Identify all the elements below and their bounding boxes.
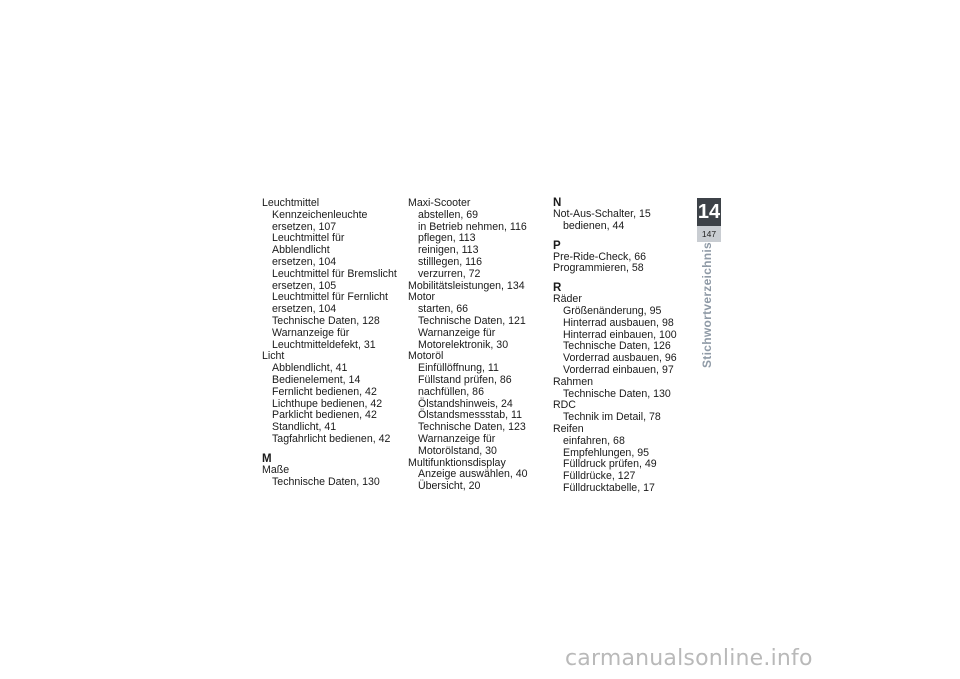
index-subentry: Leuchtmittel für Abblendlicht — [272, 232, 345, 257]
index-term: Maxi-Scooter — [408, 197, 471, 209]
index-subentry: Hinterrad ausbauen, 98 — [563, 316, 674, 329]
watermark: carmanualsonline.info — [565, 646, 813, 671]
chapter-number: 14 — [697, 198, 721, 226]
index-subentry: Technische Daten, 126 — [563, 340, 671, 353]
index-subentry: Technische Daten, 123 — [418, 421, 526, 434]
index-subentry: Technische Daten, 130 — [563, 387, 671, 400]
index-column-3 — [553, 198, 693, 495]
chapter-tab — [697, 198, 721, 244]
index-column-2 — [408, 198, 548, 493]
index-subentry: Fülldrucktabelle, 17 — [563, 481, 655, 494]
index-term: Multifunktionsdisplay — [408, 456, 506, 469]
index-subentry: Füllstand prüfen, 86 — [418, 373, 512, 386]
index-subentry: Kennzeichenleuchte — [272, 208, 368, 221]
index-subentry: Warnanzeige für — [418, 432, 496, 445]
section-letter: N — [553, 197, 562, 209]
index-term: Räder — [553, 293, 582, 306]
index-subentry: Bedienelement, 14 — [272, 373, 361, 386]
index-term: Programmieren, 58 — [553, 262, 644, 275]
index-subentry: Übersicht, 20 — [418, 480, 481, 493]
index-subentry: Warnanzeige für — [418, 326, 496, 339]
index-subentry: Leuchtmitteldefekt, 31 — [272, 338, 376, 351]
index-subentry: Fülldrücke, 127 — [563, 470, 636, 483]
index-subentry: Fernlicht bedienen, 42 — [272, 385, 377, 398]
index-subentry: Leuchtmittel für Bremslicht — [272, 267, 397, 280]
index-subentry: Leuchtmittel für Fernlicht — [272, 291, 388, 304]
page-number: 147 — [697, 226, 721, 242]
index-subentry: Motorelektronik, 30 — [418, 338, 509, 351]
index-subentry: Vorderrad ausbauen, 96 — [563, 352, 677, 365]
index-subentry: Motorölstand, 30 — [418, 444, 497, 457]
index-term: Motor — [408, 291, 436, 304]
index-subentry: Einfüllöffnung, 11 — [418, 362, 499, 375]
index-subentry: reinigen, 113 — [418, 244, 479, 257]
index-subentry: Abblendlicht, 41 — [272, 362, 348, 375]
index-subentry: Parklicht bedienen, 42 — [272, 409, 377, 422]
index-subentry: nachfüllen, 86 — [418, 385, 484, 398]
index-subentry: Technische Daten, 121 — [418, 314, 526, 327]
chapter-title: Stichwortverzeichnis — [700, 241, 714, 368]
index-term: Licht — [262, 350, 285, 363]
index-subentry: Technische Daten, 128 — [272, 314, 380, 327]
index-subentry: Lichthupe bedienen, 42 — [272, 397, 383, 410]
index-term: Reifen — [553, 422, 584, 435]
index-column-1 — [262, 198, 402, 488]
section-letter: P — [553, 239, 561, 252]
index-subentry: pflegen, 113 — [418, 232, 476, 245]
index-subentry: ersetzen, 104 — [272, 255, 337, 268]
index-subentry: Tagfahrlicht bedienen, 42 — [272, 432, 391, 445]
index-term: Mobilitätsleistungen, 134 — [408, 279, 525, 292]
section-letter: M — [262, 452, 272, 465]
index-subentry: ersetzen, 104 — [272, 303, 337, 316]
index-term: Leuchtmittel — [262, 197, 320, 209]
index-subentry: Anzeige auswählen, 40 — [418, 468, 528, 481]
index-subentry: Ölstandsmessstab, 11 — [418, 409, 523, 422]
index-term: Maße — [262, 463, 290, 476]
index-subentry: starten, 66 — [418, 303, 469, 316]
index-subentry: abstellen, 69 — [418, 208, 479, 221]
index-subentry: Hinterrad einbauen, 100 — [563, 328, 677, 341]
index-subentry: Größenänderung, 95 — [563, 304, 662, 317]
index-term: Motoröl — [408, 350, 444, 363]
index-subentry: ersetzen, 105 — [272, 279, 337, 292]
index-subentry: einfahren, 68 — [563, 434, 625, 447]
index-subentry: Technik im Detail, 78 — [563, 411, 661, 424]
index-subentry: Warnanzeige für — [272, 326, 350, 339]
index-subentry: in Betrieb nehmen, 116 — [418, 220, 527, 233]
index-subentry: Ölstandshinweis, 24 — [418, 397, 513, 410]
index-term: RDC — [553, 399, 576, 412]
index-subentry: stilllegen, 116 — [418, 255, 482, 268]
section-letter: R — [553, 282, 562, 295]
index-subentry: Empfehlungen, 95 — [563, 446, 649, 459]
index-term: Rahmen — [553, 375, 594, 388]
index-subentry: Technische Daten, 130 — [272, 475, 380, 488]
index-subentry: bedienen, 44 — [563, 219, 625, 232]
index-subentry: Fülldruck prüfen, 49 — [563, 458, 657, 471]
index-subentry: Vorderrad einbauen, 97 — [563, 363, 674, 376]
index-subentry: verzurren, 72 — [418, 267, 481, 280]
index-term: Pre-Ride-Check, 66 — [553, 250, 647, 263]
index-subentry: Standlicht, 41 — [272, 421, 337, 434]
index-subentry: ersetzen, 107 — [272, 220, 337, 233]
index-term: Not-Aus-Schalter, 15 — [553, 208, 651, 220]
